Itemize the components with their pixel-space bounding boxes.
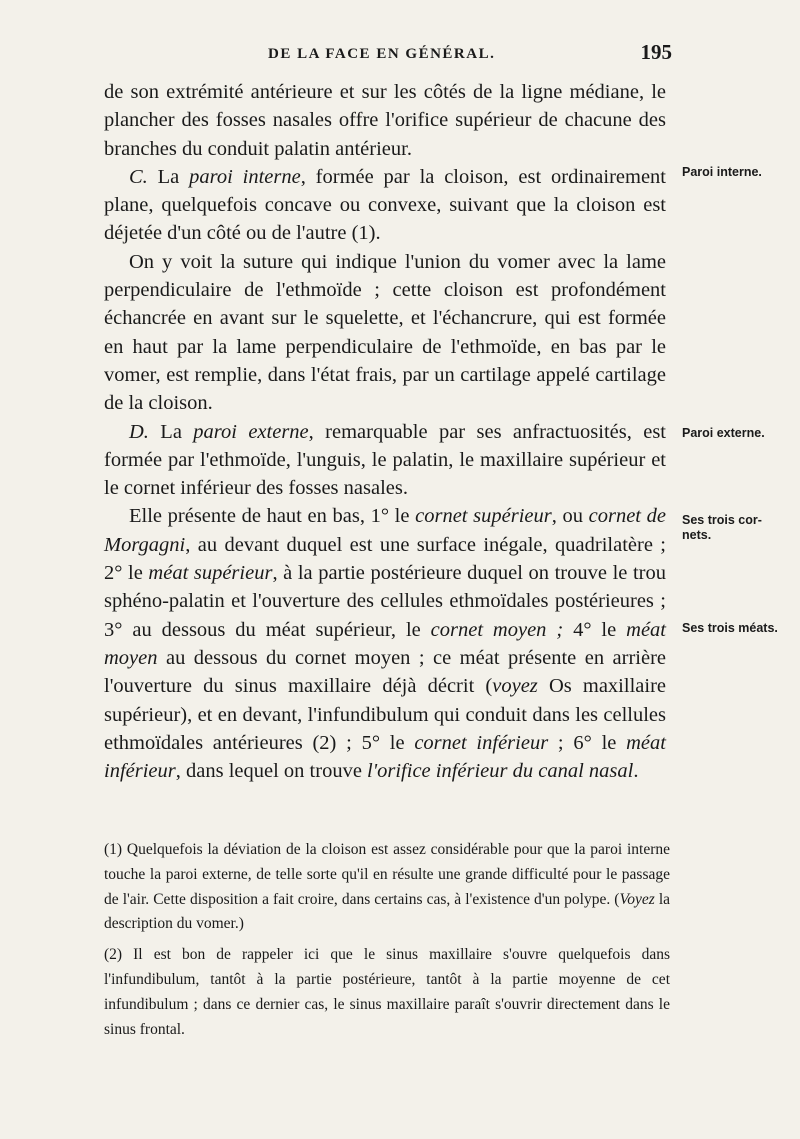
text-run: La: [148, 420, 194, 443]
margin-note-trois-meats: Ses trois méats.: [682, 621, 778, 635]
section-letter: C.: [129, 165, 148, 188]
footnote-text: (2) Il est bon de rappeler ici que le sinus maxillaire s'ouvre quelquefois dans l'infundibulum, tantôt à la partie postérieure, tantôt à la partie moyenne de cet infundibulum ; dans ce dernier cas, le sinus maxillaire paraît s'ouvrir directement dans le sinus frontal.: [104, 946, 670, 1038]
text-run: La: [147, 165, 190, 188]
page-number: 195: [640, 40, 672, 64]
margin-note-trois-cornets: Ses trois cor-nets.: [682, 513, 762, 542]
term: voyez: [492, 675, 538, 698]
section-letter: D.: [129, 420, 149, 443]
text-run: au dessous du cornet moyen ; ce méat présente en arrière l'ouverture du sinus maxillaire déjà décrit (: [104, 646, 666, 698]
page-header: [100, 40, 672, 70]
margin-note-paroi-externe: Paroi externe.: [682, 426, 765, 440]
term-paroi-externe: paroi externe: [193, 420, 309, 443]
text-run: .: [633, 760, 639, 783]
text-run: , au devant duquel est une surface inégale, quadrilatère ; 2° le: [104, 533, 666, 585]
term: cornet de Morgagni: [104, 505, 666, 556]
text-run: ; 6° le: [548, 731, 627, 754]
margin-note-paroi-interne: Paroi interne.: [682, 165, 762, 179]
text-run: 4° le: [563, 618, 627, 641]
term: méat inférieur: [104, 731, 666, 783]
paragraph-floor-orifice: [104, 78, 666, 163]
paragraph-cornets-meats: [104, 502, 666, 785]
term: cornet inférieur: [414, 731, 549, 754]
footnote-term: Voyez: [619, 890, 655, 908]
paragraph-septum: [104, 248, 666, 418]
paragraph-outer-wall: [104, 418, 666, 503]
footnote-text: la description du vomer.): [104, 890, 670, 933]
term: l'orifice inférieur du canal nasal: [367, 760, 634, 783]
text-run: , ou: [551, 505, 589, 528]
footnote-text: (1) Quelquefois la déviation de la cloison est assez considérable pour que la paroi interne touche la paroi externe, de telle sorte qu'il en résulte une grande difficulté pour le passage de l'air. Cette disposition a fait croire, dans certains cas, à l'existence d'un polype. (: [104, 841, 670, 908]
text-run: , à la partie postérieure duquel on trouve le trou sphéno-palatin et l'ouverture des cellules ethmoïdales postérieures ; 3° au dessous du méat supérieur, le: [104, 562, 666, 641]
text-run: , dans lequel on trouve: [175, 760, 368, 783]
running-head: DE LA FACE EN GÉNÉRAL.: [268, 46, 496, 62]
paragraph-inner-wall: [104, 163, 666, 248]
footnote-2: [104, 943, 670, 1042]
paragraph-text: de son extrémité antérieure et sur les côtés de la ligne médiane, le plancher des fosses nasales offre l'orifice supérieur de chacune des branches du conduit palatin antérieur.: [104, 81, 666, 160]
term-paroi-interne: paroi interne: [189, 165, 301, 188]
term: méat moyen: [104, 618, 666, 669]
paragraph-text: On y voit la suture qui indique l'union du vomer avec la lame perpendiculaire de l'ethmoïde ; cette cloison est profondément échancrée en avant sur le squelette, et l'échancrure, qui est formée en haut par la lame perpendiculaire de l'ethmoïde, en bas par le vomer, est remplie, dans l'état frais, par un cartilage appelé cartilage de la cloison.: [104, 250, 666, 415]
footnote-1: [104, 838, 670, 937]
body-text: [104, 78, 666, 785]
footnotes: [104, 838, 670, 1042]
text-run: Os maxillaire supérieur), et en devant, l'infundibulum qui conduit dans les cellules ethmoïdales antérieures (2) ; 5° le: [104, 675, 666, 754]
term: méat supérieur: [148, 562, 273, 585]
text-run: Elle présente de haut en bas, 1° le: [129, 505, 416, 528]
text-run: , remarquable par ses anfractuosités, est formée par l'ethmoïde, l'unguis, le palatin, le maxillaire supérieur et le cornet inférieur des fosses nasales.: [104, 420, 667, 500]
text-run: , formée par la cloison, est ordinairement plane, quelquefois concave ou convexe, suivant que la cloison est déjetée d'un côté ou de l'autre (1).: [104, 165, 666, 245]
term: cornet moyen ;: [430, 618, 564, 641]
term: cornet supérieur: [415, 505, 552, 528]
